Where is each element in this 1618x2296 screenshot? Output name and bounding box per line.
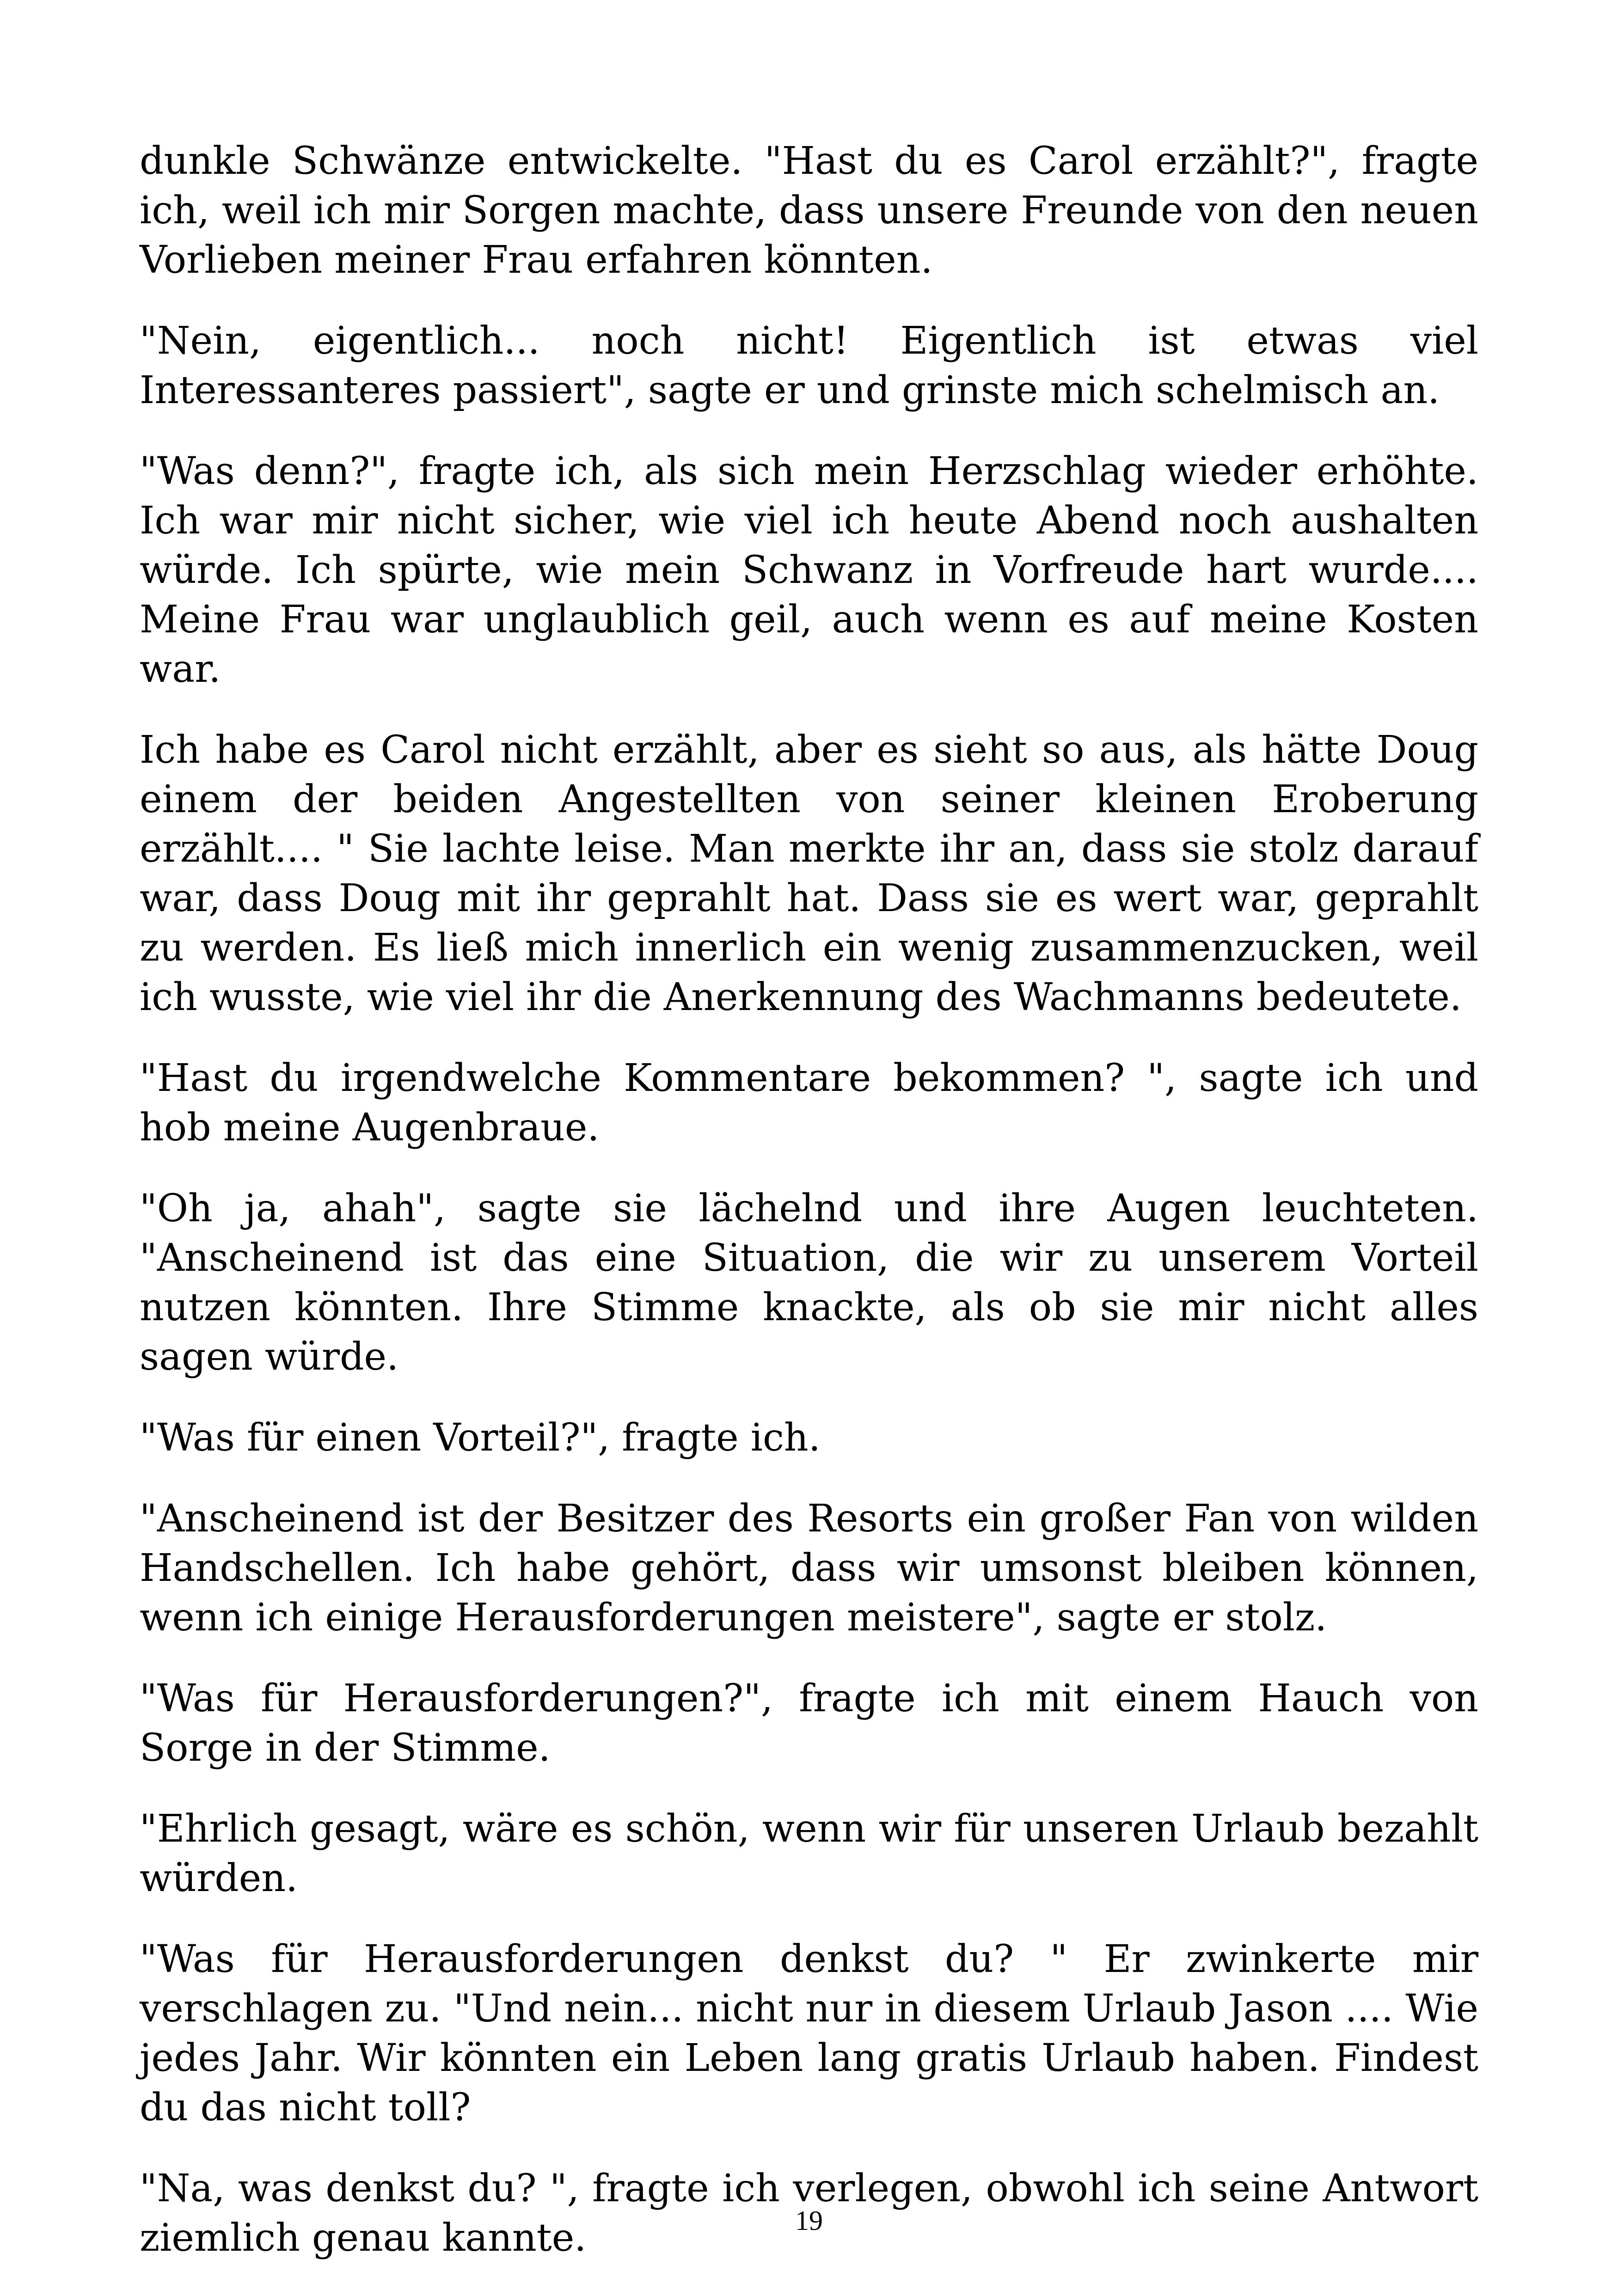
paragraph-7: "Was für einen Vorteil?", fragte ich. [140, 1416, 821, 1460]
paragraph-3: "Was denn?", fragte ich, als sich mein Herzschlag wieder erhöhte. Ich war mir nicht sicher, wie viel ich heute Abend noch aushalten würde. Ich spürte, wie mein Schwanz in Vorfreude hart wurde.... Meine Frau war unglaublich geil, auch wenn es auf meine Kosten war. [140, 449, 1478, 691]
paragraph-2: "Nein, eigentlich... noch nicht! Eigentlich ist etwas viel Interessanteres passiert", sagte er und grinste mich schelmisch an. [140, 319, 1478, 412]
paragraph-4: Ich habe es Carol nicht erzählt, aber es sieht so aus, als hätte Doug einem der beiden Angestellten von seiner kleinen Eroberung erzählt.... " Sie lachte leise. Man merkte ihr an, dass sie stolz darauf war, dass Doug mit ihr geprahlt hat. Dass sie es wert war, geprahlt zu werden. Es ließ mich innerlich ein wenig zusammenzucken, weil ich wusste, wie viel ihr die Anerkennung des Wachmanns bedeutete. [140, 728, 1478, 1019]
paragraph-8: "Anscheinend ist der Besitzer des Resorts ein großer Fan von wilden Handschellen. Ich habe gehört, dass wir umsonst bleiben können, wenn ich einige Herausforderungen meistere", sagte er stolz. [140, 1497, 1478, 1640]
paragraph-1: dunkle Schwänze entwickelte. "Hast du es Carol erzählt?", fragte ich, weil ich mir Sorgen machte, dass unsere Freunde von den neuen Vorlieben meiner Frau erfahren könnten. [140, 139, 1478, 282]
page-number: 19 [795, 2205, 823, 2236]
paragraph-6: "Oh ja, ahah", sagte sie lächelnd und ihre Augen leuchteten. "Anscheinend ist das eine Situation, die wir zu unserem Vorteil nutzen könnten. Ihre Stimme knackte, als ob sie mir nicht alles sagen würde. [140, 1187, 1478, 1379]
paragraph-12: "Na, was denkst du? ", fragte ich verlegen, obwohl ich seine Antwort ziemlich genau kannte. [140, 2167, 1478, 2260]
paragraph-5: "Hast du irgendwelche Kommentare bekommen? ", sagte ich und hob meine Augenbraue. [140, 1056, 1478, 1150]
body-text [140, 136, 1478, 2294]
paragraph-11: "Was für Herausforderungen denkst du? " Er zwinkerte mir verschlagen zu. "Und nein... nicht nur in diesem Urlaub Jason .... Wie jedes Jahr. Wir könnten ein Leben lang gratis Urlaub haben. Findest du das nicht toll? [140, 1937, 1478, 2130]
paragraph-10: "Ehrlich gesagt, wäre es schön, wenn wir für unseren Urlaub bezahlt würden. [140, 1807, 1478, 1900]
paragraph-9: "Was für Herausforderungen?", fragte ich mit einem Hauch von Sorge in der Stimme. [140, 1677, 1478, 1770]
